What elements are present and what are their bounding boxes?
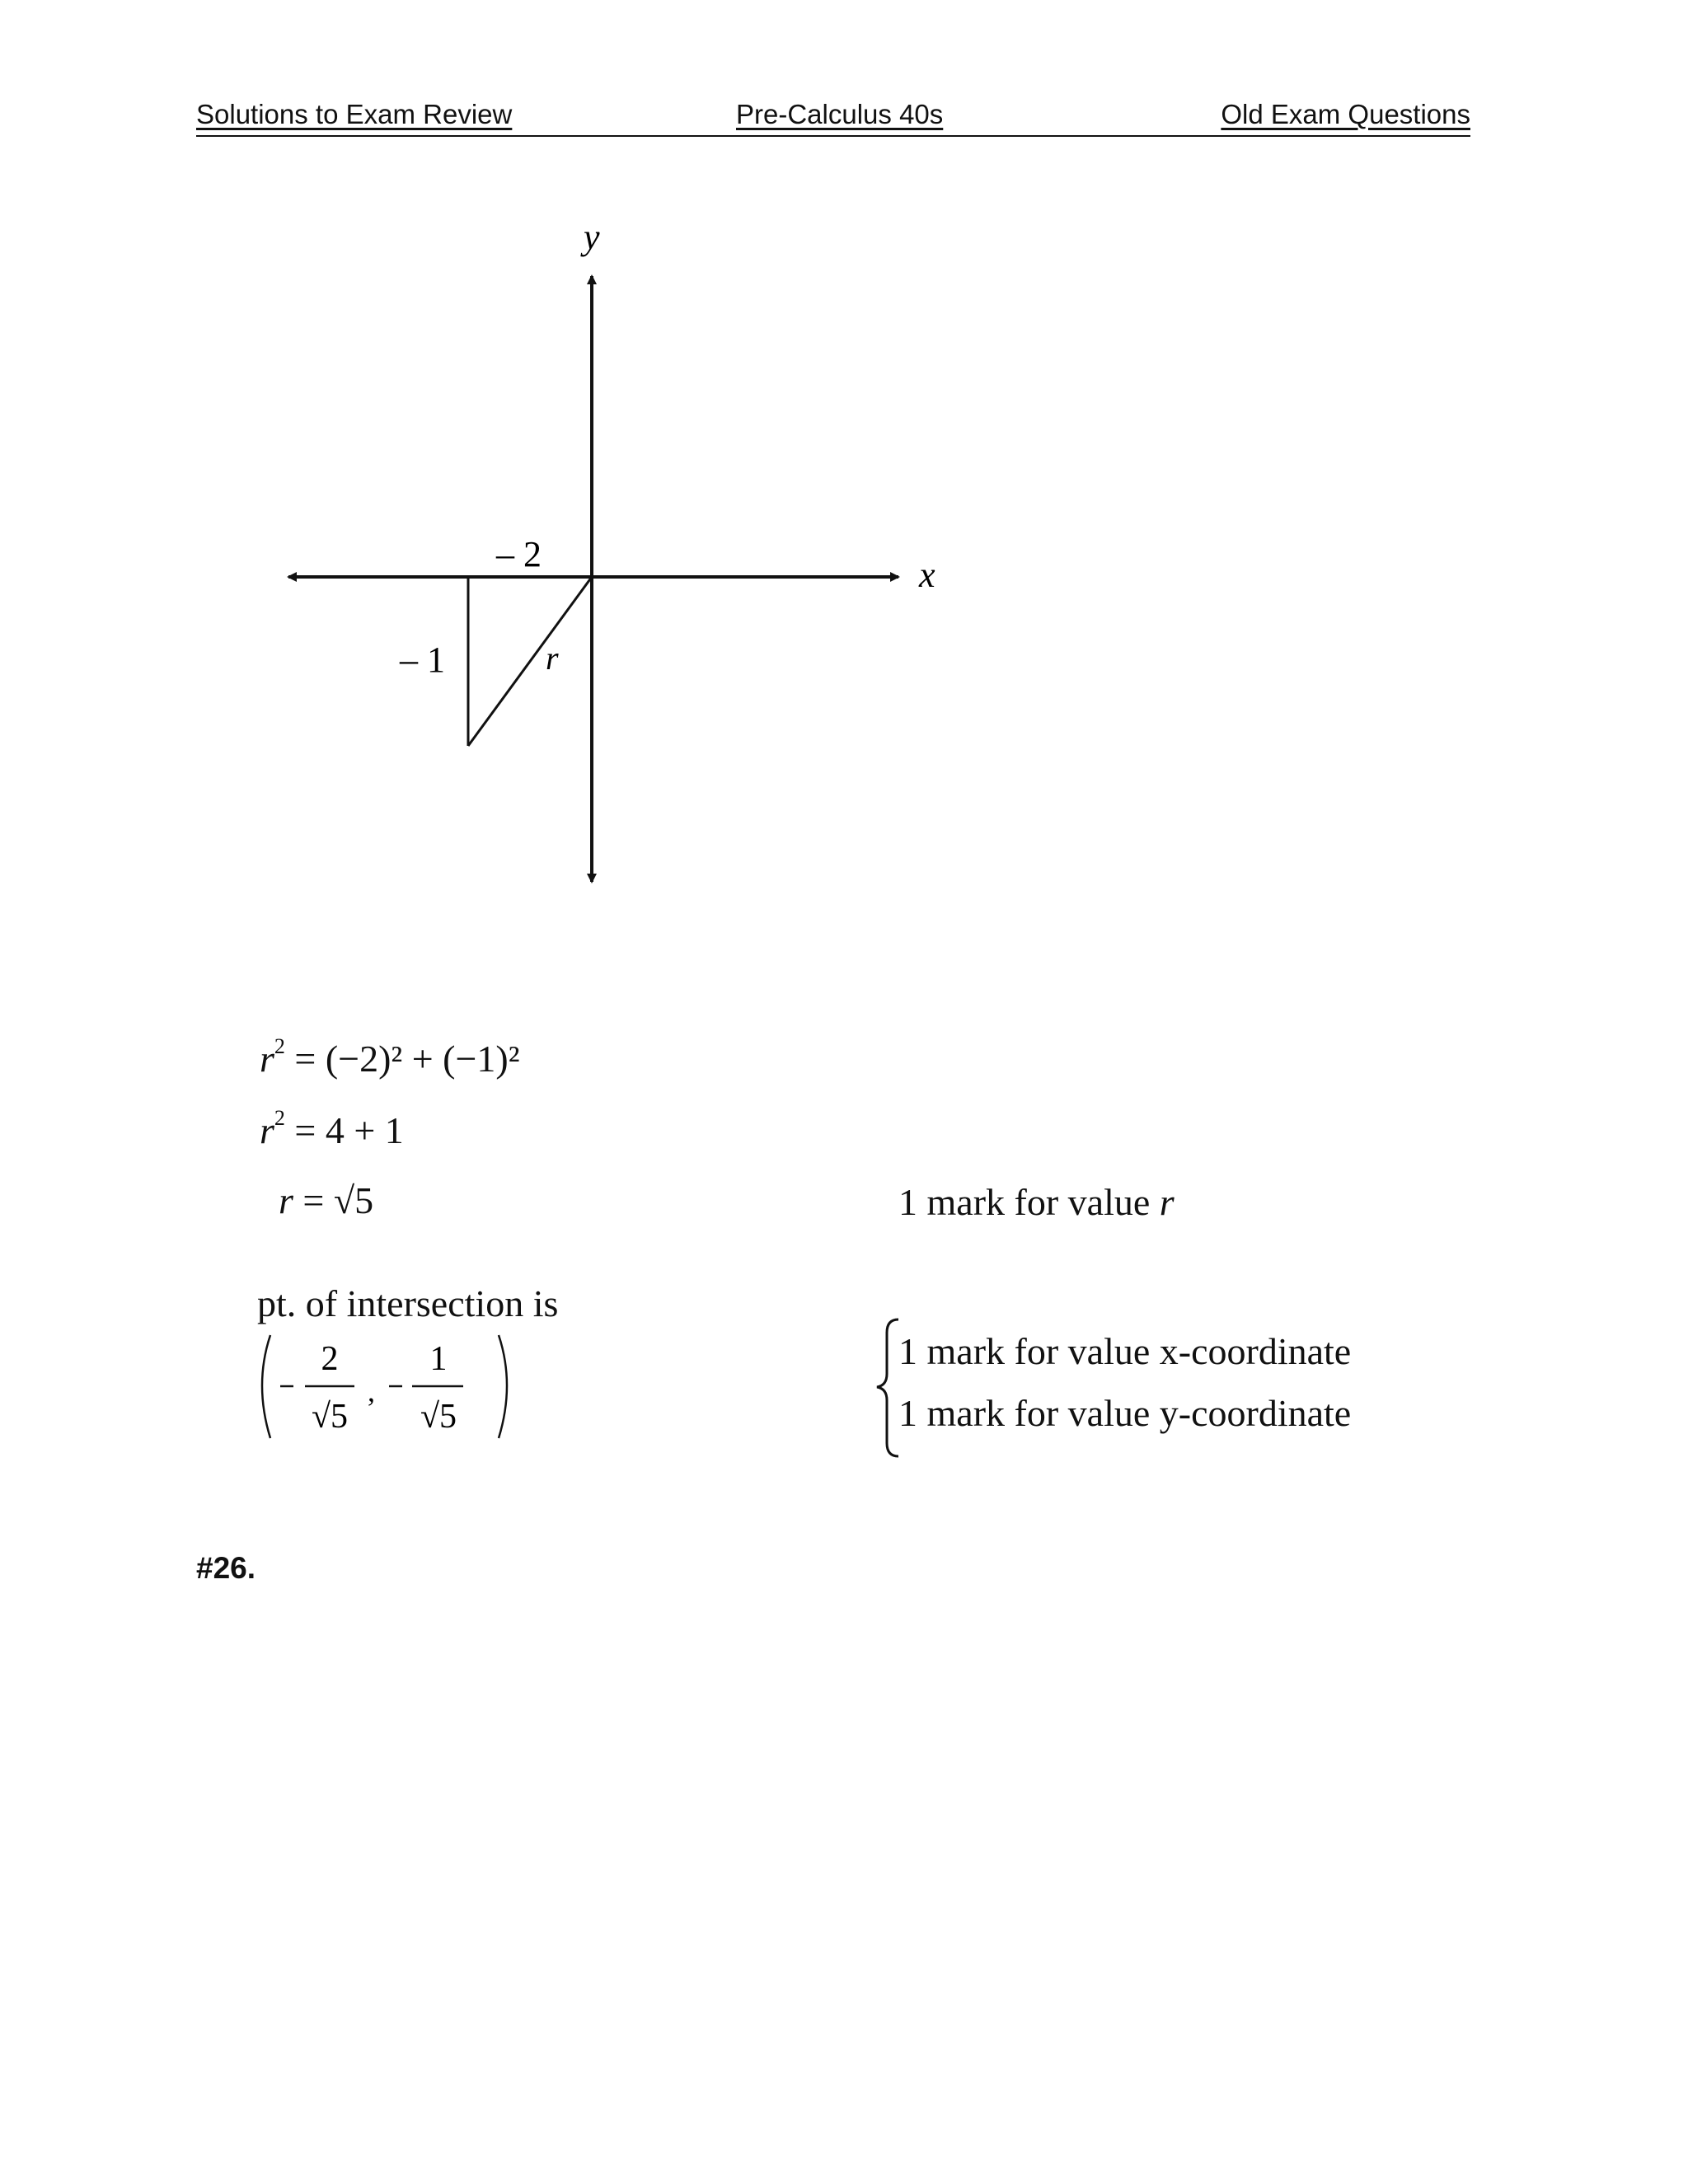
mark-y-note: 1 mark for value y-coordinate <box>898 1392 1352 1434</box>
question-number: #26. <box>196 1551 256 1585</box>
y-numerator: 1 <box>429 1340 448 1378</box>
header-left: Solutions to Exam Review <box>196 99 513 129</box>
x-numerator: 2 <box>321 1340 339 1378</box>
x-axis-label: x <box>919 555 935 595</box>
equation-line-2: $r^2 = 4 + 1$ <box>260 1106 404 1151</box>
x-denominator: √5 <box>311 1398 349 1436</box>
mark-x-note: 1 mark for value x-coordinate <box>898 1330 1352 1372</box>
header-right: Old Exam Questions <box>1221 99 1470 129</box>
header-center: Pre-Calculus 40s <box>736 99 944 129</box>
svg-text:,: , <box>368 1375 375 1408</box>
y-denominator: √5 <box>420 1398 457 1436</box>
coordinate-graph <box>0 0 1688 907</box>
triangle-hypotenuse <box>468 577 592 746</box>
y-axis-label: y <box>584 217 600 257</box>
intersection-point <box>247 1327 528 1451</box>
vertical-leg-label: – 1 <box>400 640 445 680</box>
mark-r-note: 1 mark for value r <box>898 1181 1175 1223</box>
intersection-label: pt. of intersection is <box>257 1282 559 1324</box>
equation-line-3: r = √5 <box>279 1179 374 1221</box>
hypotenuse-label: r <box>546 640 559 677</box>
equation-line-1: $r^2 = (-2)^2 + (-1)^2$ <box>260 1034 520 1080</box>
horizontal-leg-label: – 2 <box>496 534 542 574</box>
